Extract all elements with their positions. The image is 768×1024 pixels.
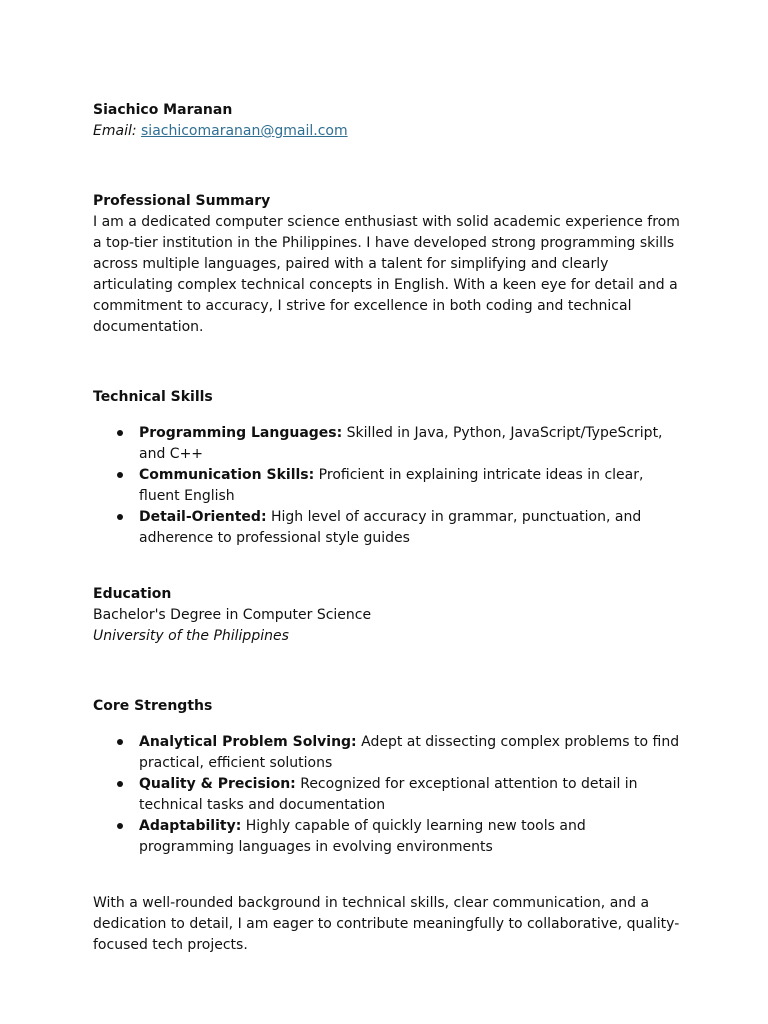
skills-heading: Technical Skills bbox=[93, 389, 213, 405]
strengths-list bbox=[93, 732, 683, 858]
strength-label: Adaptability: bbox=[139, 818, 242, 834]
email-line bbox=[93, 121, 683, 142]
email-label: Email: bbox=[93, 123, 137, 139]
strength-text: Recognized for exceptional attention to detail in technical tasks and documentation bbox=[139, 776, 638, 813]
strength-text: Highly capable of quickly learning new tools and programming languages in evolving environments bbox=[139, 818, 586, 855]
skill-text: Skilled in Java, Python, JavaScript/TypeScript, and C++ bbox=[139, 425, 663, 462]
skill-label: Detail-Oriented: bbox=[139, 509, 267, 525]
skill-text: Proficient in explaining intricate ideas in clear, fluent English bbox=[139, 467, 644, 504]
spacer bbox=[93, 408, 683, 423]
strength-text: Adept at dissecting complex problems to find practical, efficient solutions bbox=[139, 734, 680, 771]
list-item bbox=[139, 774, 683, 816]
spacer bbox=[93, 549, 683, 584]
list-item bbox=[139, 465, 683, 507]
spacer bbox=[93, 338, 683, 387]
spacer bbox=[93, 647, 683, 696]
candidate-name: Siachico Maranan bbox=[93, 102, 233, 118]
resume-document bbox=[93, 100, 683, 956]
list-item bbox=[139, 423, 683, 465]
summary-body: I am a dedicated computer science enthusiast with solid academic experience from a top-tier institution in the Philippines. I have developed strong programming skills across multiple languages, paired with a talent for simplifying and clearly articulating complex technical concepts in English. With a keen eye for detail and a commitment to accuracy, I strive for excellence in both coding and technical documentation. bbox=[93, 214, 680, 335]
education-heading: Education bbox=[93, 586, 172, 602]
strength-label: Analytical Problem Solving: bbox=[139, 734, 357, 750]
spacer bbox=[93, 142, 683, 191]
email-link[interactable]: siachicomaranan@gmail.com bbox=[141, 123, 348, 139]
skill-label: Programming Languages: bbox=[139, 425, 343, 441]
education-school: University of the Philippines bbox=[93, 628, 289, 644]
strengths-heading: Core Strengths bbox=[93, 698, 213, 714]
list-item bbox=[139, 732, 683, 774]
summary-heading: Professional Summary bbox=[93, 193, 271, 209]
list-item bbox=[139, 507, 683, 549]
spacer bbox=[93, 858, 683, 893]
education-degree: Bachelor's Degree in Computer Science bbox=[93, 607, 372, 623]
closing-paragraph: With a well-rounded background in technical skills, clear communication, and a dedication to detail, I am eager to contribute meaningfully to collaborative, quality-focused tech projects. bbox=[93, 895, 680, 953]
skill-text: High level of accuracy in grammar, punctuation, and adherence to professional style guides bbox=[139, 509, 642, 546]
spacer bbox=[93, 717, 683, 732]
strength-label: Quality & Precision: bbox=[139, 776, 296, 792]
list-item bbox=[139, 816, 683, 858]
skills-list bbox=[93, 423, 683, 549]
skill-label: Communication Skills: bbox=[139, 467, 315, 483]
